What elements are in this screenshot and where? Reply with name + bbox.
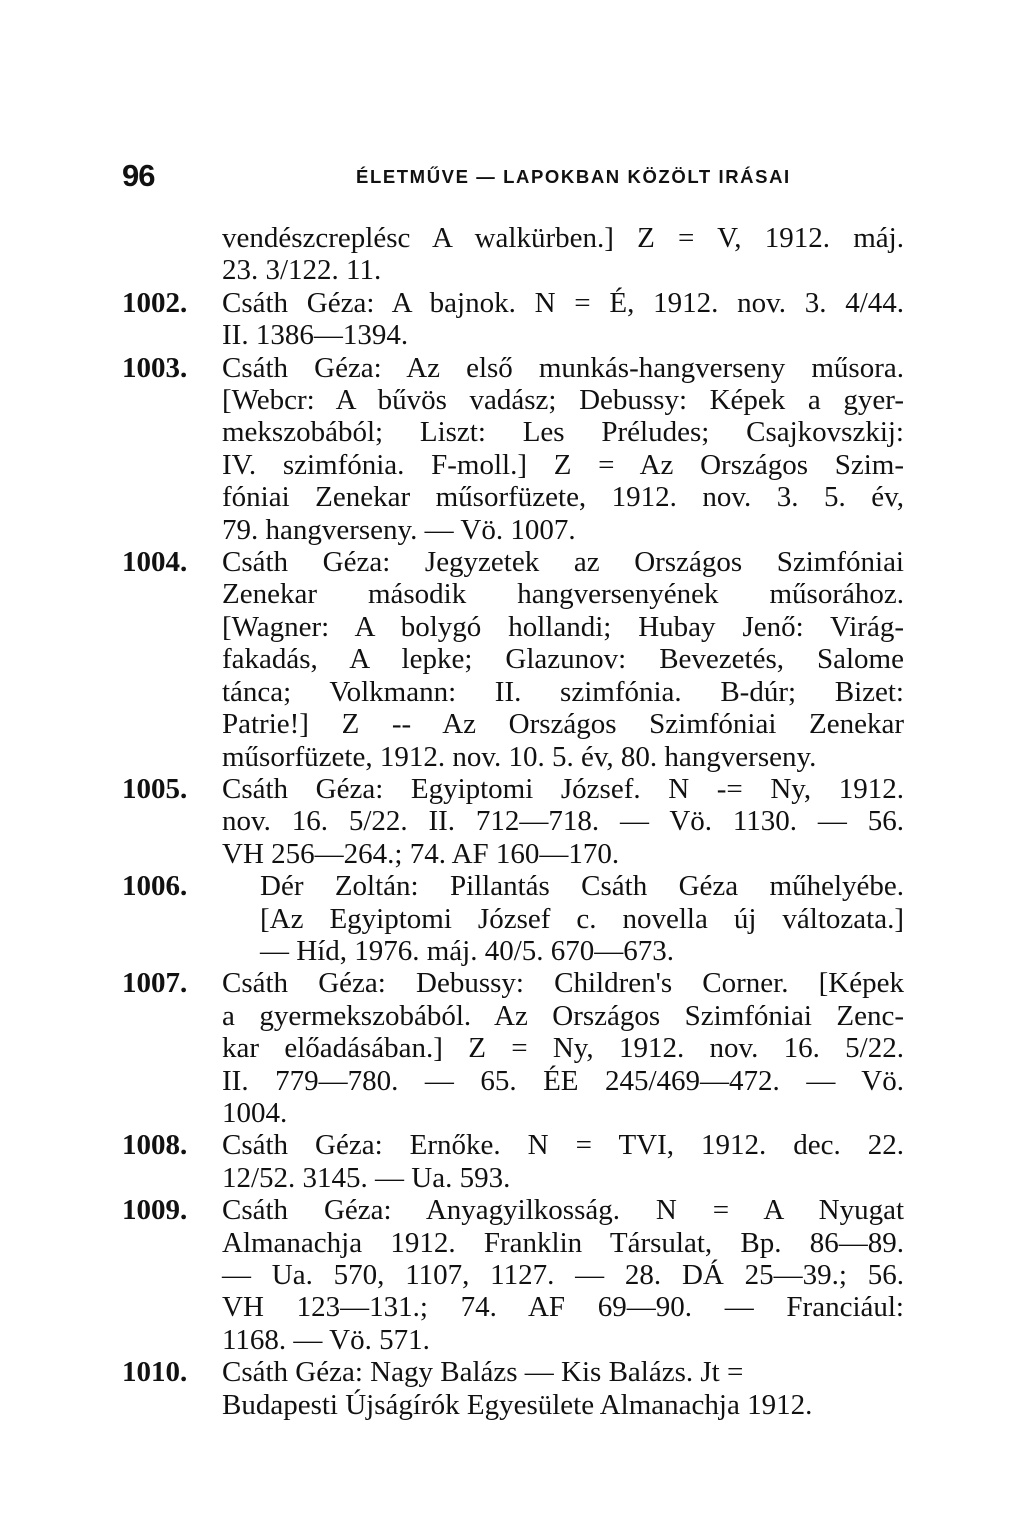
- running-title: ÉLETMŰVE — LAPOKBAN KÖZÖLT IRÁSAI: [356, 166, 791, 187]
- entry-line: VH 256—264.; 74. AF 160—170.: [222, 837, 620, 870]
- entry-number: 1005.: [122, 772, 188, 805]
- entry-line: Csáth Géza: Jegyzetek az Országos Szimfóniai: [222, 546, 904, 579]
- bibliography-entry: [122, 870, 912, 967]
- entry-line: Csáth Géza: Debussy: Children's Corner. [Képek: [222, 967, 904, 1000]
- entry-line: Budapesti Újságírók Egyesülete Almanachja 1912.: [222, 1388, 813, 1421]
- entry-line: IV. szimfónia. F-moll.] Z = Az Országos Szim-: [222, 448, 904, 481]
- entry-line: Csáth Géza: Anyagyilkosság. N = A Nyugat: [222, 1194, 904, 1227]
- entry-line: mekszobából; Liszt: Les Préludes; Csajkovszkij:: [222, 416, 904, 449]
- bibliography-entry: [122, 352, 912, 546]
- bibliography-entry: [122, 1129, 912, 1194]
- entry-number: 1002.: [122, 286, 188, 319]
- entry-number: 1009.: [122, 1194, 188, 1227]
- entry-line: Csáth Géza: A bajnok. N = É, 1912. nov. 3. 4/44.: [222, 286, 904, 319]
- entry-line: fóniai Zenekar műsorfüzete, 1912. nov. 3. 5. év,: [222, 481, 904, 514]
- entry-line: 23. 3/122. 11.: [222, 254, 382, 287]
- bibliography-entry: [122, 546, 912, 773]
- entry-line: 1004.: [222, 1096, 288, 1129]
- entry-line: Almanachja 1912. Franklin Társulat, Bp. 86—89.: [222, 1226, 904, 1259]
- page-number: 96: [122, 158, 155, 193]
- entry-number: 1003.: [122, 351, 188, 384]
- bibliography-entry: [122, 773, 912, 870]
- bibliography-entry: [122, 967, 912, 1129]
- entry-line: vendészcreplésc A walkürben.] Z = V, 1912. máj.: [222, 222, 904, 254]
- entry-line: [Az Egyiptomi József c. novella új változata.]: [260, 902, 904, 935]
- entry-number: 1007.: [122, 967, 188, 1000]
- entry-line: 79. hangverseny. — Vö. 1007.: [222, 513, 576, 546]
- entry-line: — Ua. 570, 1107, 1127. — 28. DÁ 25—39.; 56.: [222, 1259, 904, 1291]
- entry-line: Patrie!] Z -- Az Országos Szimfóniai Zenekar: [222, 708, 904, 741]
- entry-line: 12/52. 3145. — Ua. 593.: [222, 1161, 511, 1194]
- entry-line: Csáth Géza: Nagy Balázs — Kis Balázs. Jt =: [222, 1356, 744, 1389]
- entry-line: II. 1386—1394.: [222, 319, 409, 352]
- entry-line: Csáth Géza: Az első munkás-hangverseny műsora.: [222, 351, 904, 384]
- entry-line: nov. 16. 5/22. II. 712—718. — Vö. 1130. — 56.: [222, 805, 904, 838]
- entry-line: — Híd, 1976. máj. 40/5. 670—673.: [260, 934, 675, 967]
- entry-line: 1168. — Vö. 571.: [222, 1323, 430, 1356]
- entry-line: [Wagner: A bolygó hollandi; Hubay Jenő: Virág-: [222, 610, 904, 643]
- entry-number: 1006.: [122, 870, 188, 903]
- entry-line: a gyermekszobából. Az Országos Szimfóniai Zenc-: [222, 999, 904, 1032]
- entry-line: [Webcr: A bűvös vadász; Debussy: Képek a gyer-: [222, 384, 904, 417]
- entry-number: 1010.: [122, 1356, 188, 1389]
- entry-number: 1008.: [122, 1129, 188, 1162]
- page-header: [122, 158, 902, 198]
- entry-line: II. 779—780. — 65. ÉE 245/469—472. — Vö.: [222, 1064, 904, 1097]
- bibliography-entry: [122, 1356, 912, 1421]
- bibliography-entries: [122, 222, 912, 1421]
- bibliography-entry: [122, 287, 912, 352]
- entry-line: fakadás, A lepke; Glazunov: Bevezetés, Salome: [222, 643, 904, 676]
- entry-line: Csáth Géza: Egyiptomi József. N -= Ny, 1912.: [222, 772, 904, 805]
- bibliography-entry: [122, 222, 912, 287]
- entry-line: kar előadásában.] Z = Ny, 1912. nov. 16. 5/22.: [222, 1032, 904, 1065]
- entry-line: Zenekar második hangversenyének műsorához.: [222, 578, 904, 611]
- entry-line: VH 123—131.; 74. AF 69—90. — Franciául:: [222, 1291, 904, 1324]
- entry-line: Csáth Géza: Ernőke. N = TVI, 1912. dec. 22.: [222, 1129, 904, 1162]
- entry-line: műsorfüzete, 1912. nov. 10. 5. év, 80. hangverseny.: [222, 740, 817, 773]
- bibliography-entry: [122, 1194, 912, 1356]
- entry-number: 1004.: [122, 546, 188, 579]
- entry-line: Dér Zoltán: Pillantás Csáth Géza műhelyébe.: [260, 870, 904, 903]
- entry-line: tánca; Volkmann: II. szimfónia. B-dúr; Bizet:: [222, 675, 904, 708]
